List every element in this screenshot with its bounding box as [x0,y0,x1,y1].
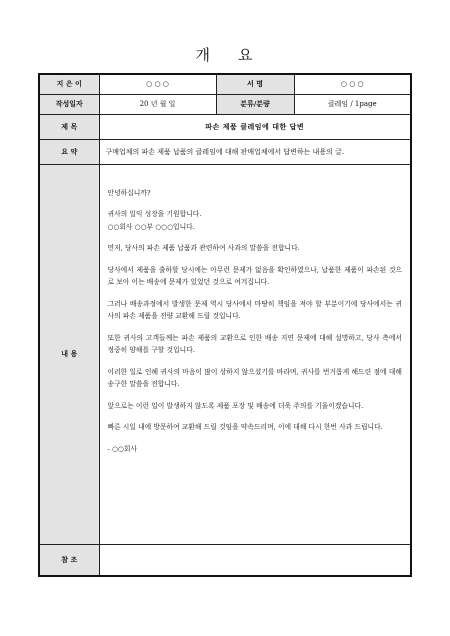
subject-value: 파손 제품 클레임에 대한 답변 [99,114,411,139]
paragraph-4: 또한 귀사의 고객들께는 파손 제품의 교환으로 인한 배송 지연 문제에 대해 설명하고, 당사 측에서 정중히 양해를 구할 것입니다. [107,333,402,354]
author-value: ○ ○ ○ [99,74,216,94]
author-label: 지 은 이 [39,74,99,94]
paragraph-2: 당사에서 제품을 출하할 당시에는 아무런 문제가 없음을 확인하였으나, 납품한 제품이 파손된 것으로 보아 이는 배송에 문제가 있었던 것으로 여겨집니다. [107,265,402,286]
summary-label: 요 약 [39,139,99,164]
content-label: 내 용 [39,164,99,544]
paragraph-1: 먼저, 당사의 파손 제품 납품과 관련하여 사과의 말씀을 전합니다. [107,244,300,252]
date-row [39,94,411,114]
document-title [0,44,450,65]
overview-form-table [38,73,412,577]
title-char-2: 요 [238,46,255,64]
date-value: 20 년 월 일 [99,94,216,114]
content-row [39,164,411,544]
paragraph-7: 빠른 시일 내에 방문하여 교환해 드릴 것임을 약속드리며, 이에 대해 다시 한번 사과 드립니다. [107,423,383,431]
category-value: 클레임 / 1page [294,94,411,114]
author-row [39,74,411,94]
paragraph-5: 이러한 일로 인해 귀사의 마음이 많이 상하지 않으셨기를 바라며, 귀사를 번거롭게 해드린 점에 대해 송구한 말씀을 전합니다. [107,367,402,388]
reference-row [39,544,411,576]
paragraph-6: 앞으로는 이런 일이 발생하지 않도록 제품 포장 및 배송에 더욱 주의를 기울이겠습니다. [107,401,364,410]
category-label: 분류/분량 [216,94,294,114]
date-label: 작성일자 [39,94,99,114]
reference-label: 참 조 [39,544,99,576]
summary-value: 구매업체의 파손 제품 납품의 클레임에 대해 판매업체에서 답변하는 내용의 글. [99,139,411,164]
title-char-1: 개 [195,46,212,64]
book-title-label: 서 명 [216,74,294,94]
signature-text: - ○○회사 [107,444,137,453]
book-title-value: ○ ○ ○ [294,74,411,94]
greeting-text: 안녕하십니까? [107,188,151,197]
intro-line-1: 귀사의 일익 성장을 기원합니다. [107,210,202,218]
subject-label: 제 목 [39,114,99,139]
reference-value [99,544,411,576]
paragraph-3: 그러나 배송과정에서 발생한 문제 역시 당사에서 마땅히 책임을 져야 할 부분이기에 당사에서는 귀사의 파손 제품을 전량 교환해 드릴 것입니다. [107,299,402,320]
intro-line-2: ○○회사 ○○부 ○○○입니다. [107,222,195,231]
subject-row [39,114,411,139]
content-body [99,164,411,544]
summary-row [39,139,411,164]
